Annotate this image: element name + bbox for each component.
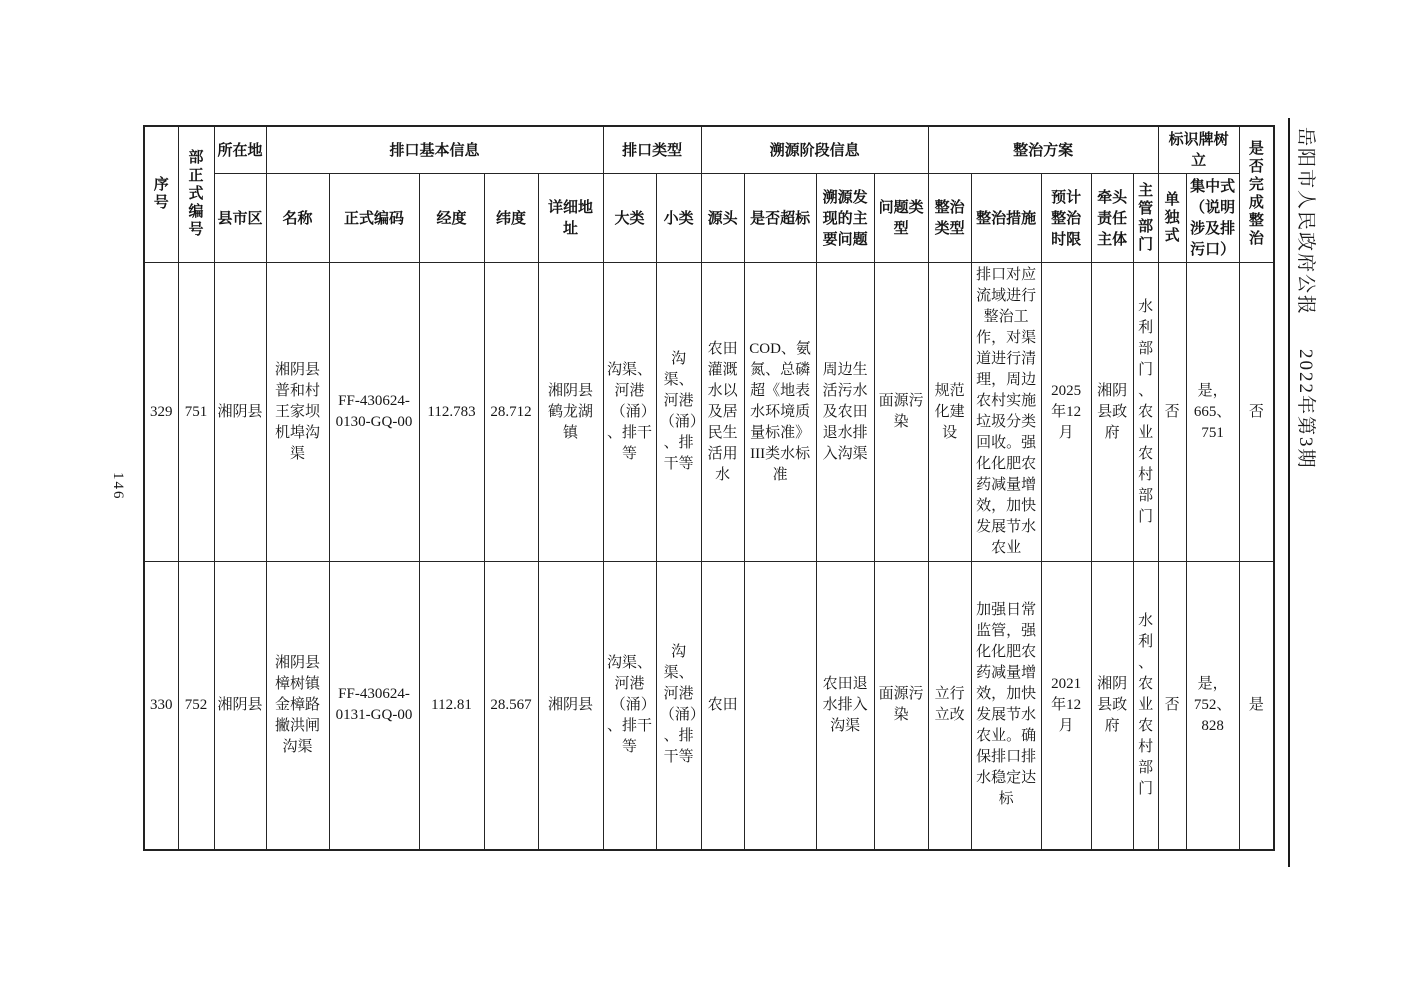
table-row bbox=[144, 562, 1274, 850]
cell-measures: 加强日常监管，强化化肥农药减量增效，加快发展节水农业。确保排口排水稳定达标 bbox=[971, 562, 1041, 850]
header-row-columns bbox=[144, 174, 1274, 263]
cell-centralized: 是，665、751 bbox=[1186, 263, 1239, 562]
col-header-measures: 整治措施 bbox=[971, 174, 1041, 263]
group-header-sign: 标识牌树立 bbox=[1158, 126, 1239, 174]
cell-fix-type: 立行立改 bbox=[928, 562, 971, 850]
col-header-latitude: 纬度 bbox=[484, 174, 538, 263]
col-header-longitude: 经度 bbox=[419, 174, 484, 263]
cell-problem-type: 面源污染 bbox=[874, 562, 928, 850]
col-header-fix-type: 整治类型 bbox=[928, 174, 971, 263]
gazette-issue: 2022年第3期 bbox=[1295, 348, 1316, 470]
cell-source: 农田 bbox=[701, 562, 744, 850]
cell-latitude: 28.712 bbox=[484, 263, 538, 562]
col-header-major-type: 大类 bbox=[603, 174, 656, 263]
cell-code: FF-430624-0130-GQ-00 bbox=[329, 263, 419, 562]
header-row-groups bbox=[144, 126, 1274, 174]
col-header-deadline: 预计整治时限 bbox=[1041, 174, 1091, 263]
cell-problem-type: 面源污染 bbox=[874, 263, 928, 562]
group-header-trace-info: 溯源阶段信息 bbox=[701, 126, 928, 174]
cell-minor-type: 沟渠、河港（涌）、排干等 bbox=[656, 562, 701, 850]
cell-main-problem: 周边生活污水及农田退水排入沟渠 bbox=[816, 263, 874, 562]
col-header-serial: 序号 bbox=[144, 126, 178, 263]
cell-source: 农田灌溉水以及居民生活用水 bbox=[701, 263, 744, 562]
cell-code: FF-430624-0131-GQ-00 bbox=[329, 562, 419, 850]
cell-standalone: 否 bbox=[1158, 263, 1186, 562]
group-header-plan: 整治方案 bbox=[928, 126, 1158, 174]
col-header-completed: 是否完成整治 bbox=[1239, 126, 1274, 263]
cell-ministry-code: 752 bbox=[178, 562, 214, 850]
page-number: 146 bbox=[110, 472, 126, 501]
cell-dept: 水利、农业农村部门 bbox=[1133, 562, 1158, 850]
cell-exceed: COD、氨氮、总磷超《地表水环境质量标准》III类水标准 bbox=[744, 263, 816, 562]
cell-serial: 329 bbox=[144, 263, 178, 562]
cell-measures: 排口对应流域进行整治工作，对渠道进行清理，周边农村实施垃圾分类回收。强化化肥农药减量增效，加快发展节水农业 bbox=[971, 263, 1041, 562]
cell-deadline: 2021年12月 bbox=[1041, 562, 1091, 850]
gazette-title: 岳阳市人民政府公报 bbox=[1295, 127, 1316, 317]
col-header-main-problem: 溯源发现的主要问题 bbox=[816, 174, 874, 263]
gazette-sidebar bbox=[1294, 127, 1321, 469]
col-header-lead: 牵头责任主体 bbox=[1091, 174, 1133, 263]
sidebar-divider bbox=[1288, 118, 1290, 867]
cell-major-type: 沟渠、河港（涌）、排干等 bbox=[603, 562, 656, 850]
cell-serial: 330 bbox=[144, 562, 178, 850]
group-header-basic-info: 排口基本信息 bbox=[266, 126, 603, 174]
group-header-outlet-type: 排口类型 bbox=[603, 126, 701, 174]
col-header-code: 正式编码 bbox=[329, 174, 419, 263]
col-header-minor-type: 小类 bbox=[656, 174, 701, 263]
cell-minor-type: 沟渠、河港（涌）、排干等 bbox=[656, 263, 701, 562]
cell-county: 湘阴县 bbox=[214, 562, 266, 850]
cell-name: 湘阴县樟树镇金樟路撇洪闸沟渠 bbox=[266, 562, 329, 850]
cell-address: 湘阴县鹤龙湖镇 bbox=[538, 263, 603, 562]
cell-name: 湘阴县普和村王家坝机埠沟渠 bbox=[266, 263, 329, 562]
col-header-address: 详细地址 bbox=[538, 174, 603, 263]
cell-completed: 是 bbox=[1239, 562, 1274, 850]
col-header-dept: 主管部门 bbox=[1133, 174, 1158, 263]
cell-lead: 湘阴县政府 bbox=[1091, 562, 1133, 850]
cell-main-problem: 农田退水排入沟渠 bbox=[816, 562, 874, 850]
cell-longitude: 112.783 bbox=[419, 263, 484, 562]
cell-address: 湘阴县 bbox=[538, 562, 603, 850]
col-header-problem-type: 问题类型 bbox=[874, 174, 928, 263]
cell-standalone: 否 bbox=[1158, 562, 1186, 850]
cell-exceed bbox=[744, 562, 816, 850]
cell-centralized: 是，752、828 bbox=[1186, 562, 1239, 850]
cell-ministry-code: 751 bbox=[178, 263, 214, 562]
cell-county: 湘阴县 bbox=[214, 263, 266, 562]
table-row bbox=[144, 263, 1274, 562]
col-header-standalone: 单独式 bbox=[1158, 174, 1186, 263]
col-header-centralized: 集中式（说明涉及排污口） bbox=[1186, 174, 1239, 263]
col-header-ministry-code: 部正式编号 bbox=[178, 126, 214, 263]
group-header-location: 所在地 bbox=[214, 126, 266, 174]
cell-fix-type: 规范化建设 bbox=[928, 263, 971, 562]
cell-dept: 水利部门、农业农村部门 bbox=[1133, 263, 1158, 562]
col-header-source: 源头 bbox=[701, 174, 744, 263]
cell-major-type: 沟渠、河港（涌）、排干等 bbox=[603, 263, 656, 562]
col-header-exceed: 是否超标 bbox=[744, 174, 816, 263]
col-header-county: 县市区 bbox=[214, 174, 266, 263]
outfall-remediation-table bbox=[143, 125, 1275, 851]
col-header-name: 名称 bbox=[266, 174, 329, 263]
cell-completed: 否 bbox=[1239, 263, 1274, 562]
cell-deadline: 2025年12月 bbox=[1041, 263, 1091, 562]
cell-latitude: 28.567 bbox=[484, 562, 538, 850]
cell-longitude: 112.81 bbox=[419, 562, 484, 850]
cell-lead: 湘阴县政府 bbox=[1091, 263, 1133, 562]
